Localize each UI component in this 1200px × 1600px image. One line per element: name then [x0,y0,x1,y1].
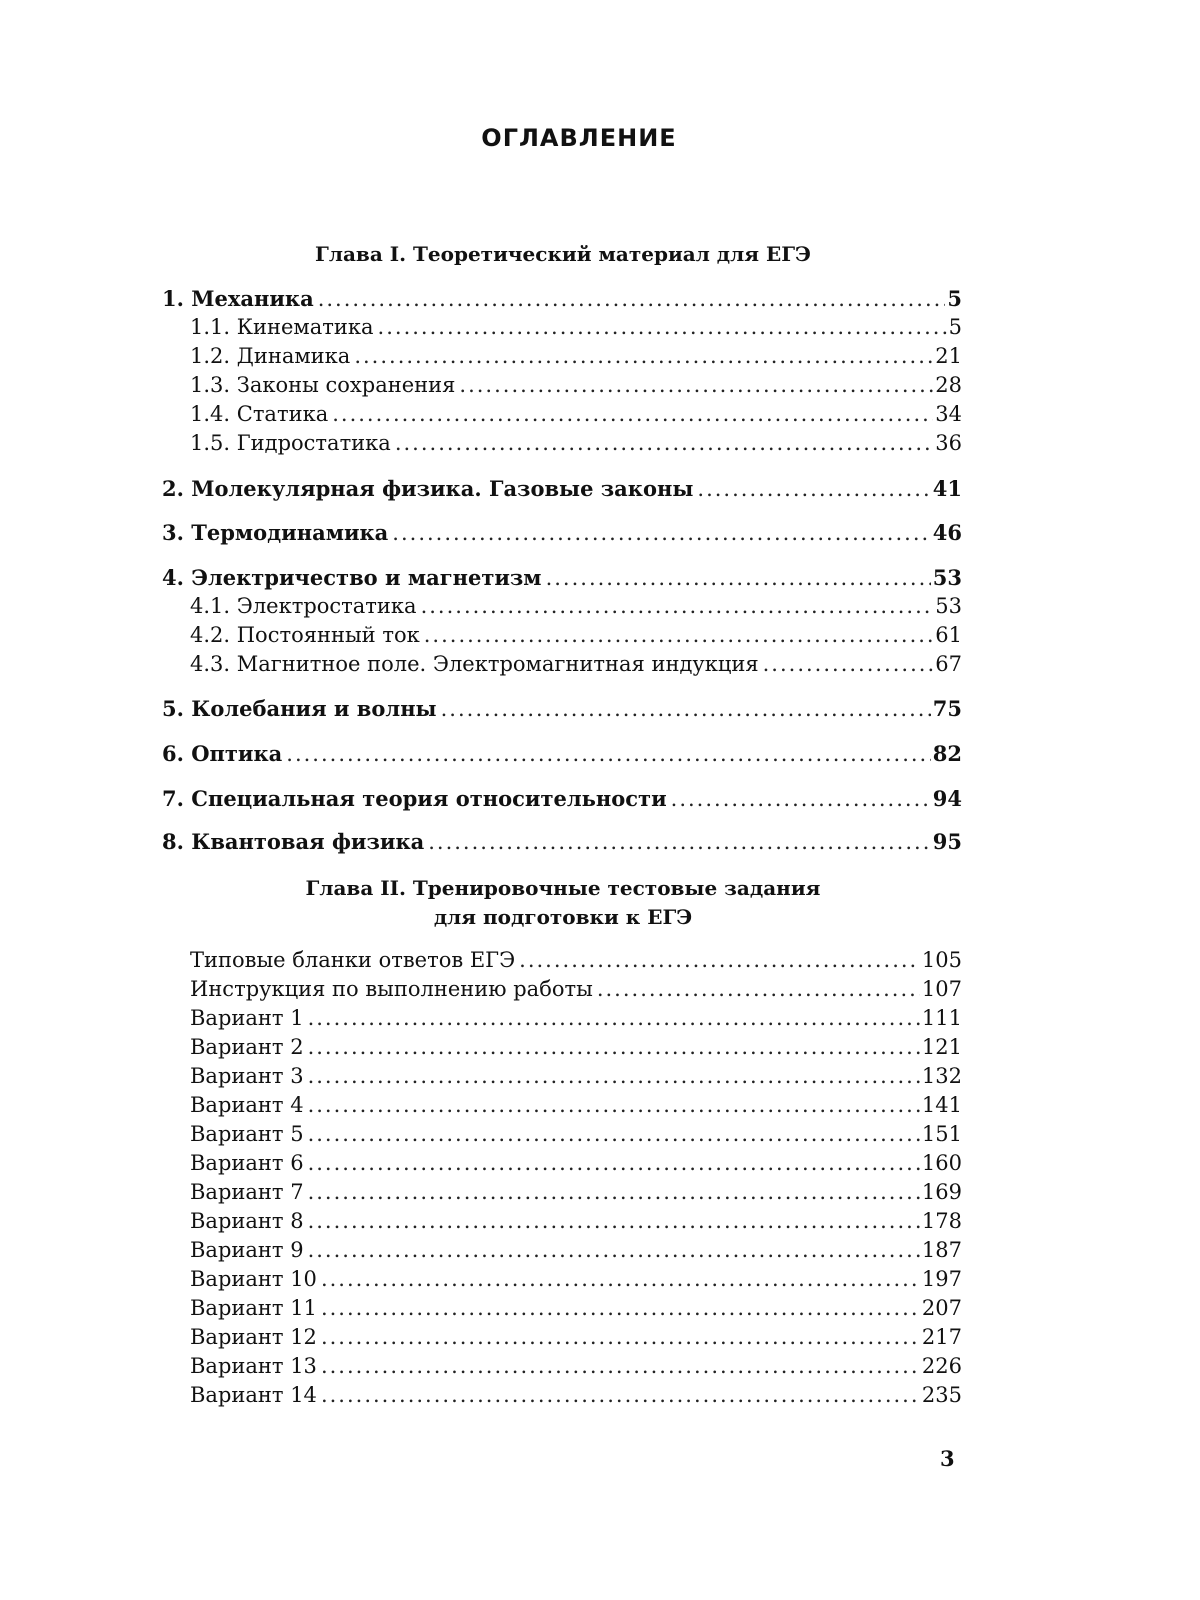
toc-entry-page: 28 [935,373,962,397]
toc-entry-page: 187 [921,1238,962,1262]
toc-entry[interactable] [190,1294,962,1323]
toc-entry-label: 5. Колебания и волны [162,696,437,721]
toc-entry[interactable] [190,1178,962,1207]
leader-dots [519,946,920,975]
toc-entry[interactable] [162,739,962,768]
toc-entry[interactable] [190,621,962,650]
toc-entry[interactable] [190,1091,962,1120]
toc-entry[interactable] [190,1149,962,1178]
toc-entry-page: 82 [932,741,962,766]
leader-dots [424,621,934,650]
toc-entry[interactable] [190,975,962,1004]
toc-entry-label: Вариант 7 [190,1180,304,1204]
toc-entry[interactable] [162,827,962,856]
toc-entry-page: 21 [935,344,962,368]
toc-entry-label: Инструкция по выполнению работы [190,977,593,1001]
toc-entry-label: Вариант 12 [190,1325,317,1349]
toc-entry-label: Вариант 3 [190,1064,304,1088]
leader-dots [392,519,930,548]
toc-entry-page: 53 [935,594,962,618]
toc-entry-page: 121 [921,1035,962,1059]
toc-entry[interactable] [190,429,962,458]
toc-entry-label: Вариант 9 [190,1238,304,1262]
toc-entry-label: 1.2. Динамика [190,344,351,368]
leader-dots [395,429,933,458]
toc-entry-label: 2. Молекулярная физика. Газовые законы [162,476,694,501]
toc-entry[interactable] [162,474,962,503]
leader-dots [308,1207,920,1236]
toc-entry-label: 1.4. Статика [190,402,329,426]
leader-dots [321,1381,920,1410]
toc-entry[interactable] [190,1265,962,1294]
toc-entry-label: 6. Оптика [162,741,283,766]
toc-entry[interactable] [190,1207,962,1236]
toc-entry-label: Вариант 5 [190,1122,304,1146]
toc-entry[interactable] [190,1323,962,1352]
toc-entry-page: 207 [921,1296,962,1320]
leader-dots [286,740,931,769]
toc-entry-page: 61 [935,623,962,647]
leader-dots [308,1178,920,1207]
toc-entry-label: 1.1. Кинематика [190,315,374,339]
leader-dots [546,564,931,593]
toc-entry-page: 5 [948,315,962,339]
toc-entry[interactable] [162,518,962,547]
toc-entry-page: 53 [932,565,962,590]
leader-dots [763,650,934,679]
toc-entry-page: 178 [921,1209,962,1233]
toc-entry-page: 36 [935,431,962,455]
leader-dots [378,313,947,342]
toc-entry-label: Вариант 10 [190,1267,317,1291]
toc-entry[interactable] [190,592,962,621]
toc-entry-label: 8. Квантовая физика [162,829,425,854]
leader-dots [697,475,930,504]
toc-entry[interactable] [162,284,962,313]
chapter-2-heading-line-1: Глава II. Тренировочные тестовые задания [305,876,821,900]
toc-entry-page: 160 [921,1151,962,1175]
toc-entry-page: 95 [932,829,962,854]
toc-entry[interactable] [162,694,962,723]
toc-entry-label: Вариант 4 [190,1093,304,1117]
leader-dots [308,1062,920,1091]
leader-dots [308,1236,920,1265]
toc-entry[interactable] [190,1004,962,1033]
leader-dots [428,828,931,857]
leader-dots [421,592,934,621]
toc-entry-label: Вариант 13 [190,1354,317,1378]
leader-dots [318,285,946,314]
toc-entry-label: 4.3. Магнитное поле. Электромагнитная индукция [190,652,759,676]
toc-entry[interactable] [190,1352,962,1381]
leader-dots [321,1294,920,1323]
toc-entry-label: 3. Термодинамика [162,520,389,545]
toc-entry[interactable] [190,1120,962,1149]
toc-entry-label: Вариант 1 [190,1006,304,1030]
toc-entry-label: 4.1. Электростатика [190,594,417,618]
leader-dots [441,695,931,724]
toc-entry-label: Вариант 8 [190,1209,304,1233]
leader-dots [354,342,933,371]
toc-entry-label: 1. Механика [162,286,314,311]
toc-entry-page: 169 [921,1180,962,1204]
toc-entry-page: 151 [921,1122,962,1146]
leader-dots [308,1004,920,1033]
toc-entry-label: 4. Электричество и магнетизм [162,565,542,590]
toc-entry[interactable] [190,313,962,342]
toc-entry-page: 75 [932,696,962,721]
toc-entry-page: 132 [921,1064,962,1088]
toc-entry-label: 1.3. Законы сохранения [190,373,456,397]
toc-entry[interactable] [190,1062,962,1091]
toc-entry[interactable] [190,400,962,429]
toc-entry-page: 41 [932,476,962,501]
chapter-2-heading-line-2: для подготовки к ЕГЭ [433,905,693,929]
page-number: 3 [940,1446,955,1471]
toc-entry-label: Типовые бланки ответов ЕГЭ [190,948,516,972]
leader-dots [459,371,933,400]
toc-entry[interactable] [162,784,962,813]
leader-dots [321,1265,920,1294]
toc-entry-label: 4.2. Постоянный ток [190,623,420,647]
toc-entry-page: 235 [921,1383,962,1407]
toc-entry-label: 7. Специальная теория относительности [162,786,667,811]
toc-entry-page: 105 [921,948,962,972]
toc-entry-page: 107 [921,977,962,1001]
toc-entry-label: Вариант 6 [190,1151,304,1175]
toc-entry-page: 46 [932,520,962,545]
page-title: ОГЛАВЛЕНИЕ [481,124,677,152]
toc-entry[interactable] [190,371,962,400]
toc-entry-page: 94 [932,786,962,811]
toc-entry-label: Вариант 14 [190,1383,317,1407]
toc-entry-page: 5 [947,286,962,311]
toc-entry-label: Вариант 2 [190,1035,304,1059]
leader-dots [597,975,920,1004]
leader-dots [308,1033,920,1062]
toc-entry-page: 111 [921,1006,962,1030]
leader-dots [332,400,933,429]
leader-dots [308,1120,920,1149]
toc-entry[interactable] [162,563,962,592]
toc-entry[interactable] [190,946,962,975]
toc-entry[interactable] [190,1033,962,1062]
leader-dots [321,1352,920,1381]
toc-entry-page: 217 [921,1325,962,1349]
chapter-1-heading: Глава I. Теоретический материал для ЕГЭ [315,242,811,266]
leader-dots [308,1091,920,1120]
toc-entry-page: 67 [935,652,962,676]
toc-entry[interactable] [190,1381,962,1410]
toc-entry[interactable] [190,342,962,371]
toc-entry-page: 197 [921,1267,962,1291]
toc-entry-label: 1.5. Гидростатика [190,431,391,455]
leader-dots [671,785,931,814]
toc-entry-page: 226 [921,1354,962,1378]
toc-entry-page: 34 [935,402,962,426]
leader-dots [308,1149,920,1178]
toc-entry-page: 141 [921,1093,962,1117]
toc-entry[interactable] [190,1236,962,1265]
toc-entry-label: Вариант 11 [190,1296,317,1320]
leader-dots [321,1323,920,1352]
toc-entry[interactable] [190,650,962,679]
